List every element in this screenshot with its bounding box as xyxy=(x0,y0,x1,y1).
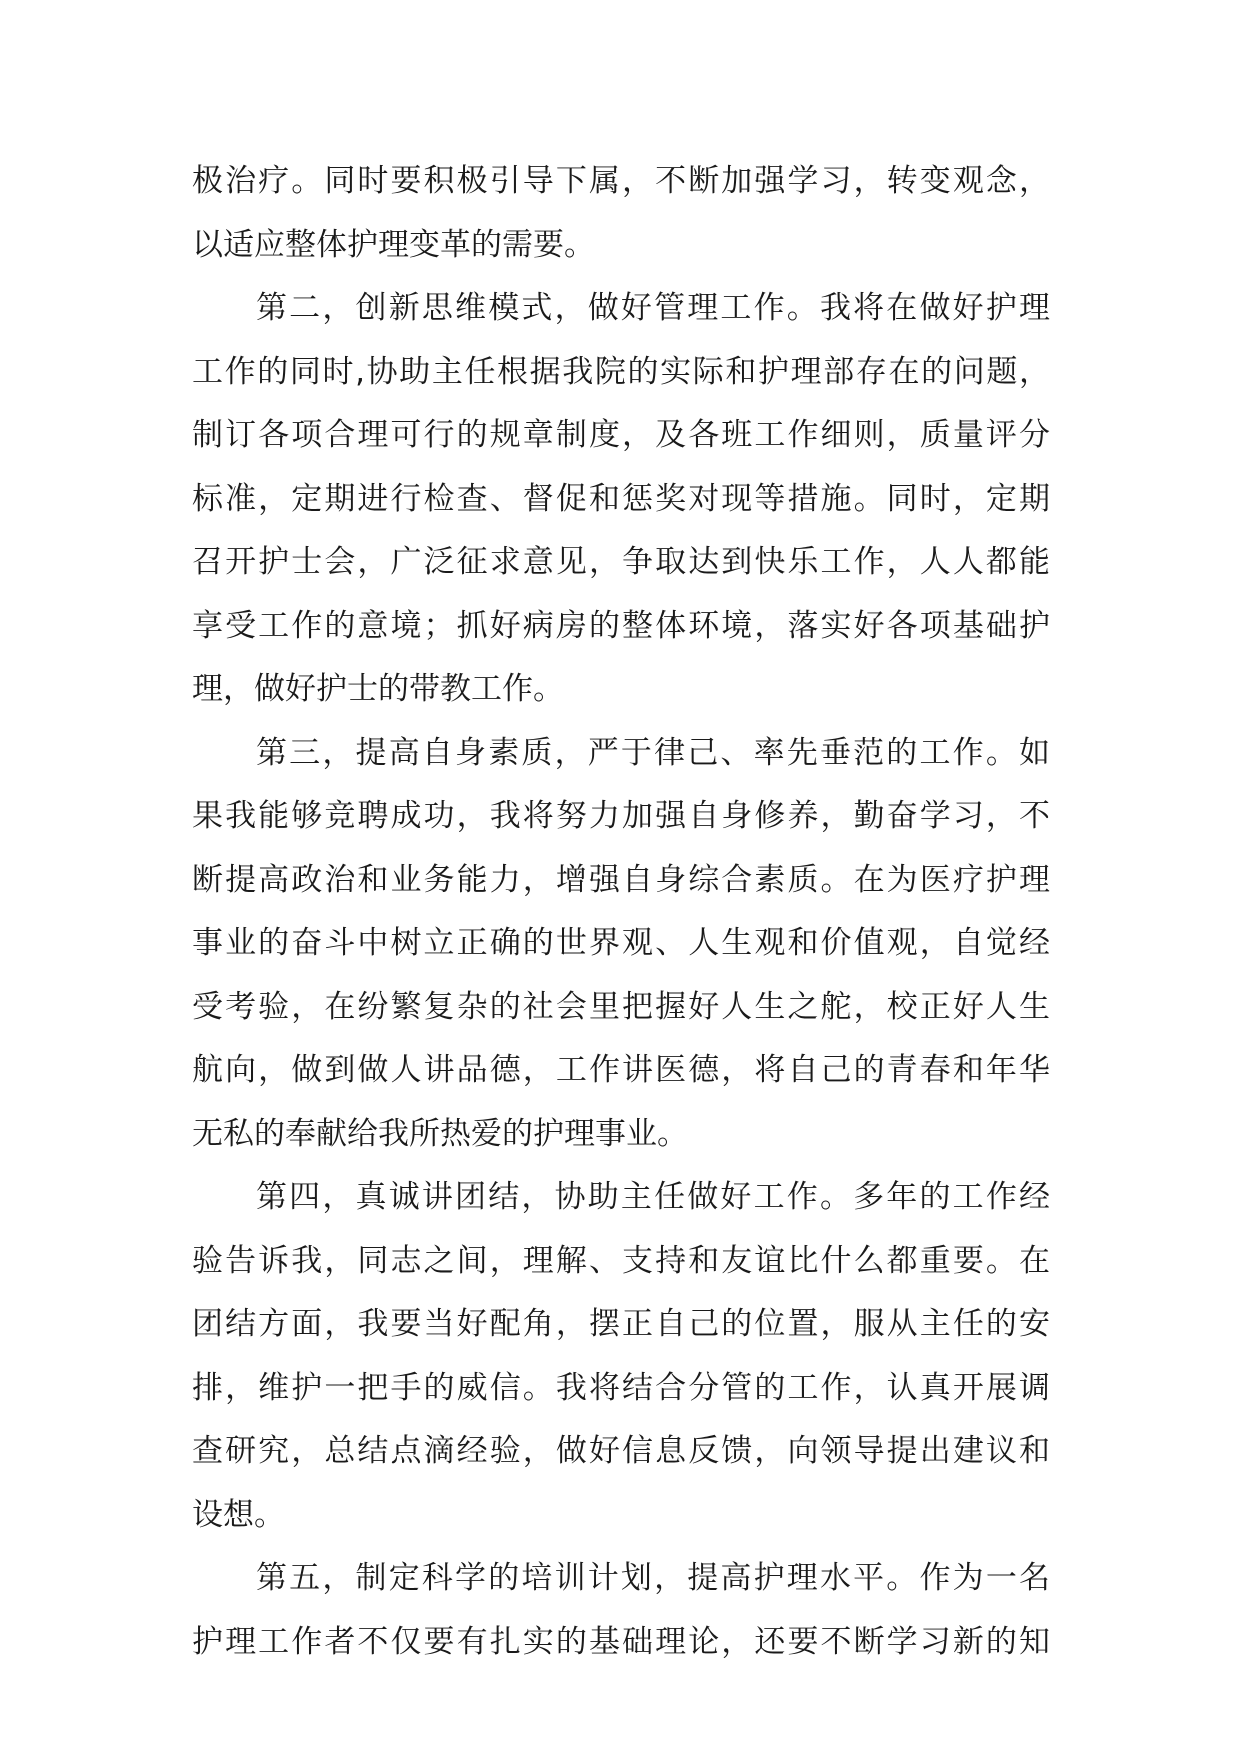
text-line: 航向，做到做人讲品德，工作讲医德，将自己的青春和年华 xyxy=(192,1052,1050,1088)
text-line: 团结方面，我要当好配角，摆正自己的位置，服从主任的安 xyxy=(192,1306,1050,1342)
text-line: 标准，定期进行检查、督促和惩奖对现等措施。同时，定期 xyxy=(192,480,1050,517)
text-line: 果我能够竞聘成功，我将努力加强自身修养，勤奋学习，不 xyxy=(192,798,1050,834)
text-line: 断提高政治和业务能力，增强自身综合素质。在为医疗护理 xyxy=(192,861,1050,898)
text-line: 理，做好护士的带教工作。 xyxy=(192,671,564,707)
text-line: 工作的同时,协助主任根据我院的实际和护理部存在的问题， xyxy=(192,353,1050,390)
document-body xyxy=(192,150,1050,1674)
text-line: 设想。 xyxy=(192,1496,285,1533)
text-line: 第五，制定科学的培训计划，提高护理水平。作为一名 xyxy=(256,1560,1050,1596)
text-line: 排，维护一把手的威信。我将结合分管的工作，认真开展调 xyxy=(192,1369,1050,1406)
text-line: 无私的奉献给我所热爱的护理事业。 xyxy=(192,1115,688,1152)
text-line: 第二，创新思维模式，做好管理工作。我将在做好护理 xyxy=(256,290,1050,326)
text-line: 事业的奋斗中树立正确的世界观、人生观和价值观，自觉经 xyxy=(192,925,1050,961)
text-line: 极治疗。同时要积极引导下属，不断加强学习，转变观念， xyxy=(192,163,1050,199)
text-line: 第四，真诚讲团结，协助主任做好工作。多年的工作经 xyxy=(256,1179,1050,1215)
text-line: 第三，提高自身素质，严于律己、率先垂范的工作。如 xyxy=(256,734,1050,771)
text-line: 制订各项合理可行的规章制度，及各班工作细则，质量评分 xyxy=(192,417,1050,453)
text-line: 受考验，在纷繁复杂的社会里把握好人生之舵，校正好人生 xyxy=(192,988,1050,1025)
text-line: 召开护士会，广泛征求意见，争取达到快乐工作，人人都能 xyxy=(192,544,1050,580)
text-line: 护理工作者不仅要有扎实的基础理论，还要不断学习新的知 xyxy=(192,1623,1050,1660)
text-line: 以适应整体护理变革的需要。 xyxy=(192,226,595,263)
text-line: 享受工作的意境；抓好病房的整体环境，落实好各项基础护 xyxy=(192,607,1050,644)
text-line: 验告诉我，同志之间，理解、支持和友谊比什么都重要。在 xyxy=(192,1242,1050,1279)
text-line: 查研究，总结点滴经验，做好信息反馈，向领导提出建议和 xyxy=(192,1433,1050,1469)
